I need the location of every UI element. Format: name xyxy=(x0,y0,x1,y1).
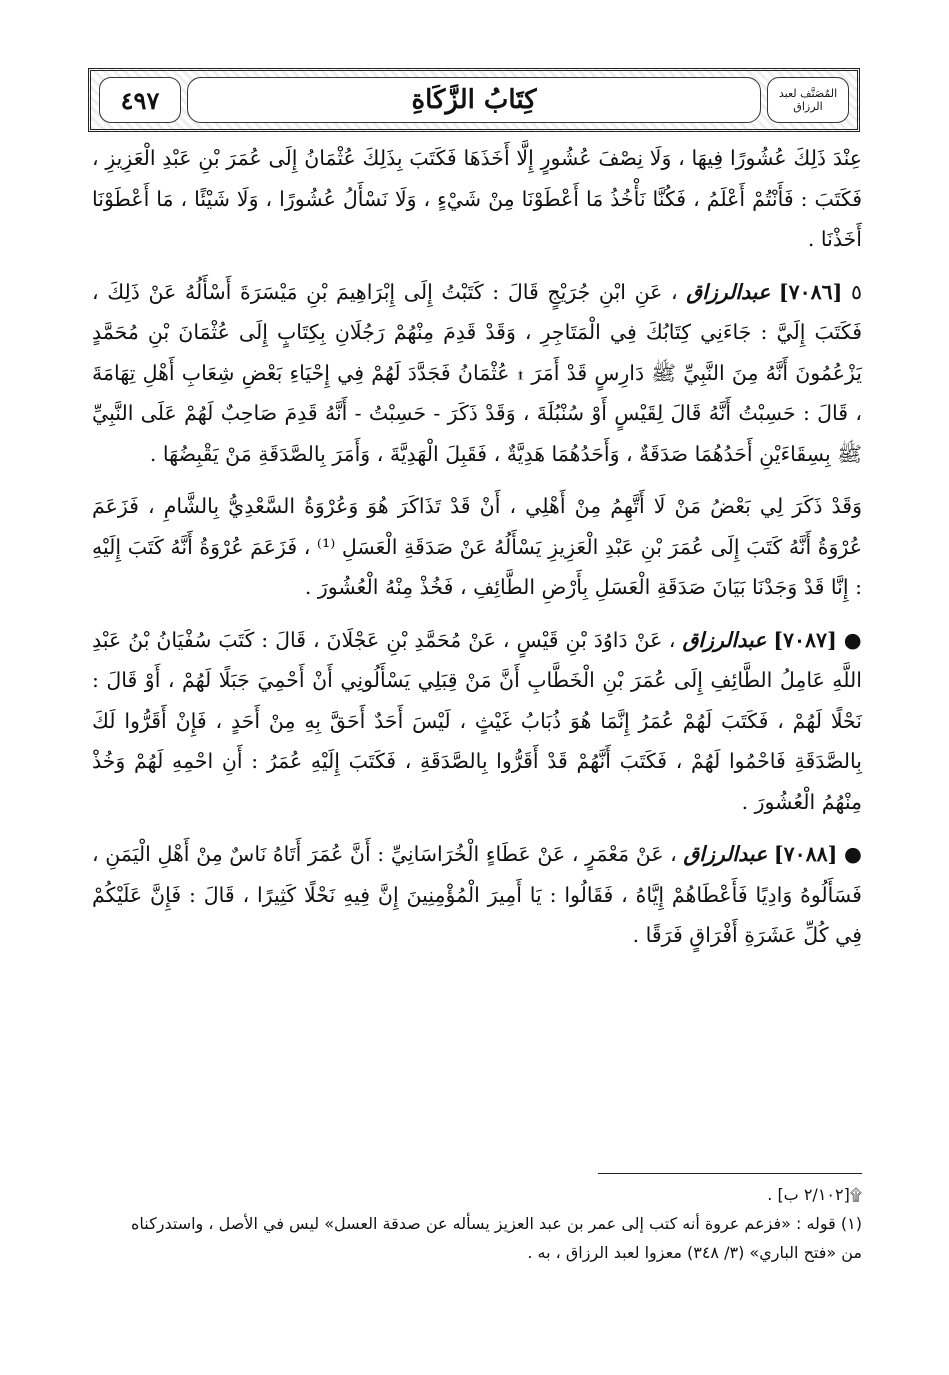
footnote-1: (١) قوله : «فزعم عروة أنه كتب إلى عمر بن عبد العزيز يسأله عن صدقة العسل» ليس في الأصل ، واستدركناه xyxy=(131,1214,862,1233)
hadith-text: ، عَنْ دَاوُدَ بْنِ قَيْسٍ ، عَنْ مُحَمَّدِ بْنِ عَجْلَانَ ، قَالَ : كَتَبَ سُفْيَانُ بْنُ عَبْدِ اللَّهِ عَامِلُ الطَّائِفِ إِلَى عُمَرَ بْنِ الْخَطَّابِ أَنَّ مَنْ قِبَلِي يَسْأَلُونِي أَنْ أَحْمِيَ جَبَلًا لَهُمْ ، أَوْ قَالَ : نَحْلًا لَهُمْ ، فَكَتَبَ لَهُمْ عُمَرُ إِنَّمَا هُوَ ذُبَابُ غَيْثٍ ، لَيْسَ أَحَدٌ أَحَقَّ بِهِ مِنْ أَحَدٍ ، فَإِنْ أَقَرُّوا لَكَ بِالصَّدَقَةِ فَاحْمُوا لَهُمْ ، فَكَتَبَ أَنَّهُمْ قَدْ أَقَرُّوا بِالصَّدَقَةِ ، فَكَتَبَ إِلَيْهِ عُمَرُ : أَنِ احْمِهِ لَهُمْ وَخُذْ مِنْهُمُ الْعُشُورَ . xyxy=(92,627,862,814)
page-number: ٤٩٧ xyxy=(99,77,181,123)
hadith-entry-7086-continued xyxy=(92,486,862,608)
main-text xyxy=(92,138,862,968)
narrator-name: عبدالرزاق xyxy=(683,842,768,866)
page-header xyxy=(88,68,860,132)
footnote-1-continued: من «فتح الباري» (٣/ ٣٤٨) معزوا لعبد الرزاق ، به . xyxy=(527,1243,862,1262)
hadith-entry-7088 xyxy=(92,834,862,956)
narrator-name: عبدالرزاق xyxy=(682,627,767,652)
hadith-number: [٧٠٨٦] xyxy=(778,279,843,304)
entry-marker: ٥ xyxy=(850,279,862,304)
hadith-number: [٧٠٨٧] xyxy=(773,627,837,652)
hadith-entry-7086 xyxy=(92,272,862,475)
narrator-name: عبدالرزاق xyxy=(686,279,771,304)
hadith-text: وَقَدْ ذَكَرَ لِي بَعْضُ مَنْ لَا أَتَّهِمُ مِنْ أَهْلِي ، أَنْ قَدْ تَذَاكَرَ هُوَ وَعُرْوَةُ السَّعْدِيُّ بِالشَّامِ ، فَزَعَمَ عُرْوَةُ أَنَّهُ كَتَبَ إِلَى عُمَرَ بْنِ عَبْدِ الْعَزِيزِ يَسْأَلُهُ عَنْ صَدَقَةِ الْعَسَلِ ⁽¹⁾ ، فَزَعَمَ عُرْوَةُ أَنَّهُ كَتَبَ إِلَيْهِ : إِنَّا قَدْ وَجَدْنَا بَيَانَ صَدَقَةِ الْعَسَلِ بِأَرْضِ الطَّائِفِ ، فَخُذْ مِنْهُ الْعُشُورَ . xyxy=(92,494,862,599)
hadith-text: ، عَنِ ابْنِ جُرَيْجٍ قَالَ : كَتَبْتُ إِلَى إِبْرَاهِيمَ بْنِ مَيْسَرَةَ أَسْأَلُهُ عَنْ ذَلِكَ ، فَكَتَبَ إِلَيَّ : جَاءَنِي كِتَابُكَ فِي الْمَتَاجِرِ ، وَقَدْ قَدِمَ مِنْهُمْ رَجُلَانِ بِكِتَابٍ إِلَى عُثْمَانَ بْنِ مُحَمَّدٍ يَزْعُمُونَ أَنَّهُ مِنَ النَّبِيِّ ﷺ دَارِسٍ قَدْ أَمَرَ ۩ عُثْمَانُ فَجَدَّدَ لَهُمْ فِي إِحْيَاءِ بَعْضِ شِعَابِ أَهْلِ تِهَامَةَ ، قَالَ : حَسِبْتُ أَنَّهُ قَالَ لِقَيْسٍ أَوْ سُنْبُلَةَ ، وَقَدْ ذَكَرَ - حَسِبْتُ - أَنَّهُ قَدِمَ صَاحِبٌ لَهُمْ عَلَى النَّبِيِّ ﷺ بِسِقَاءَيْنِ أَحَدُهُمَا صَدَقَةٌ ، وَأَحَدُهُمَا هَدِيَّةٌ ، فَقَبِلَ الْهَدِيَّةَ ، وَأَمَرَ بِالصَّدَقَةِ مَنْ يَقْبِضُهَا . xyxy=(92,279,862,466)
hadith-text: ، عَنْ مَعْمَرٍ ، عَنْ عَطَاءٍ الْخُرَاسَانِيِّ : أَنَّ عُمَرَ أَتَاهُ نَاسٌ مِنْ أَهْلِ الْيَمَنِ ، فَسَأَلُوهُ وَادِيًا فَأَعْطَاهُمْ إِيَّاهُ ، فَقَالُوا : يَا أَمِيرَ الْمُؤْمِنِينَ إِنَّ فِيهِ نَحْلًا كَثِيرًا ، قَالَ : فَإِنَّ عَلَيْكُمْ فِي كُلِّ عَشَرَةِ أَفْرَاقٍ فَرَقًا . xyxy=(92,842,862,947)
entry-marker: ● xyxy=(843,842,862,866)
footnote-manuscript-ref: ۩[٢/١٠٢ ب] . xyxy=(767,1185,862,1204)
footnotes xyxy=(92,1180,862,1267)
hadith-number: [٧٠٨٨] xyxy=(773,842,838,866)
footnote-divider xyxy=(598,1173,862,1174)
running-title: كِتَابُ الزَّكَاةِ xyxy=(411,85,537,115)
book-logo: المُصَنَّف لعبد الرزاق xyxy=(767,77,849,123)
entry-marker: ● xyxy=(843,627,862,652)
running-title-frame xyxy=(187,77,761,123)
continuation-paragraph: عِنْدَ ذَلِكَ عُشُورًا فِيهَا ، وَلَا نِصْفَ عُشُورٍ إِلَّا أَخَذَهَا فَكَتَبَ بِذَلِكَ عُثْمَانُ إِلَى عُمَرَ بْنِ عَبْدِ الْعَزِيزِ ، فَكَتَبَ : فَأَنْتُمْ أَعْلَمُ ، فَكُنَّا نَأْخُذُ مَا أَعْطَوْنَا مِنْ شَيْءٍ ، وَلَا نَسْأَلُ عُشُورًا ، وَلَا شَيْئًا ، مَا أَعْطَوْنَا أَخَذْنَا . xyxy=(92,146,862,251)
hadith-entry-7087 xyxy=(92,620,862,823)
